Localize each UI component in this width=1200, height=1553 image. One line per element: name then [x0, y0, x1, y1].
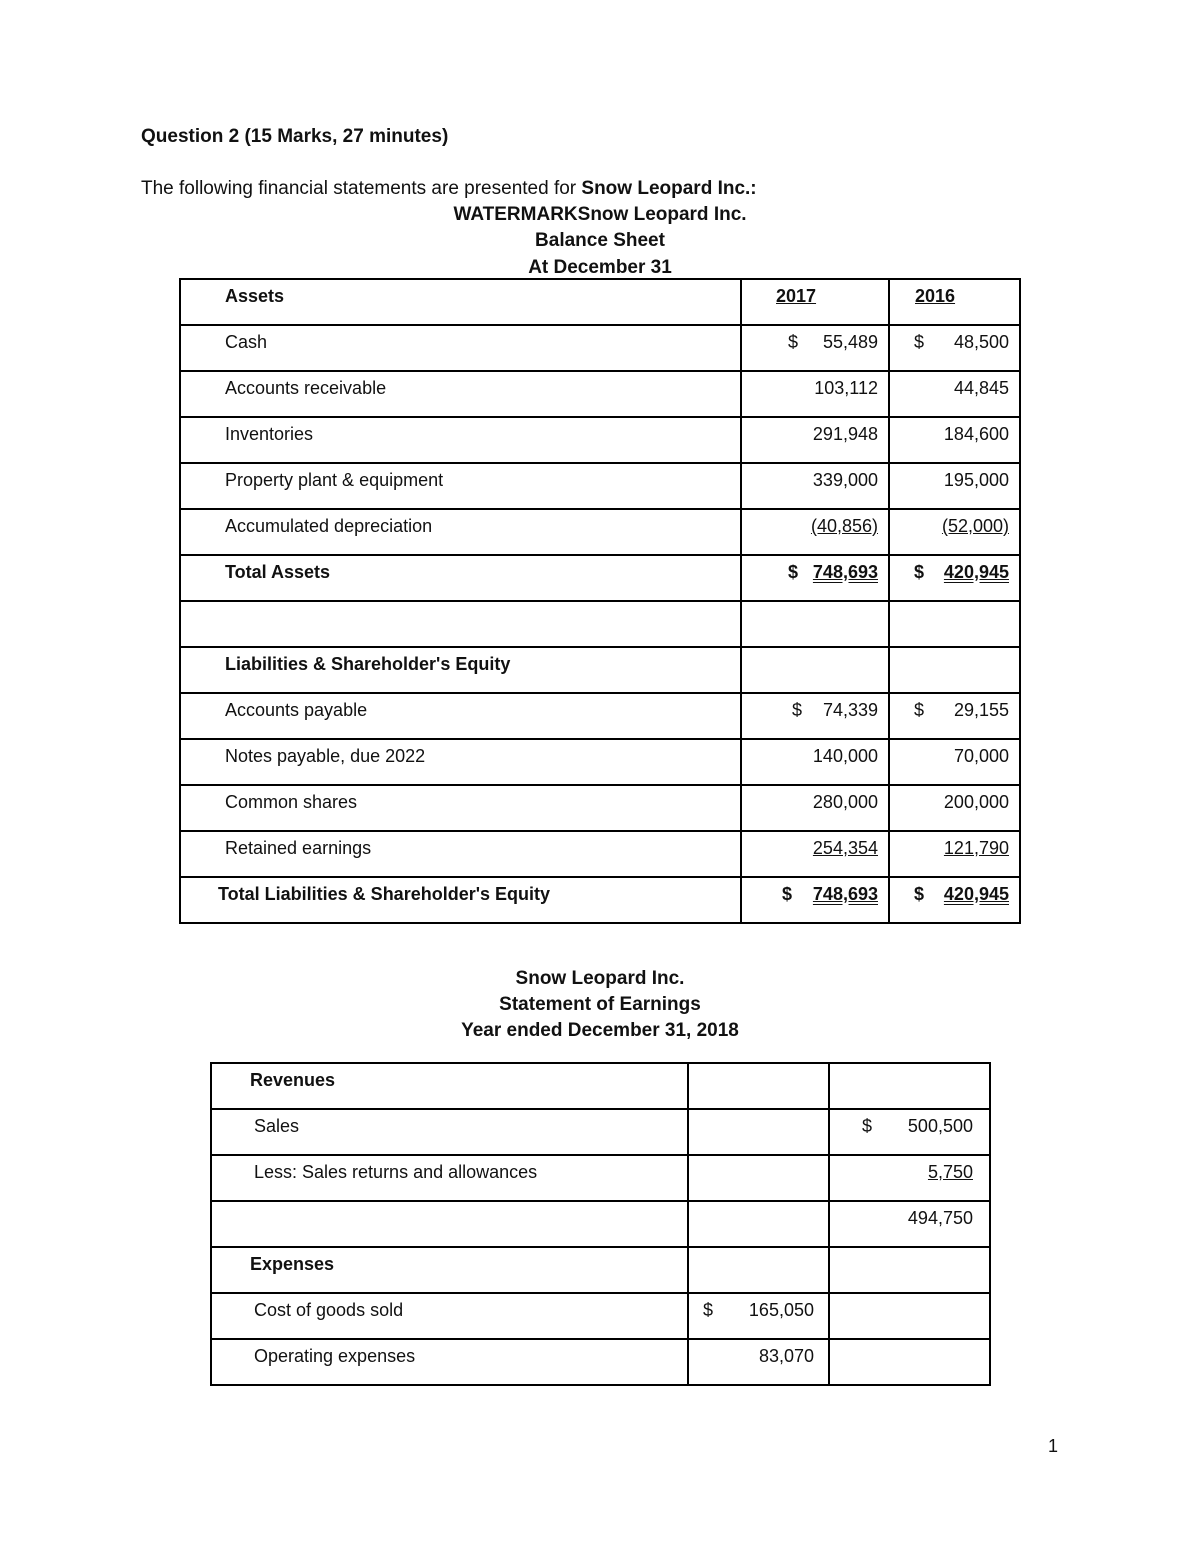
- row-label: Retained earnings: [225, 838, 372, 858]
- table-row: [180, 279, 1020, 325]
- value-2016: 48,500: [953, 332, 1009, 352]
- empty-cell: [890, 602, 1019, 641]
- row-label: Total Liabilities & Shareholder's Equity: [218, 884, 551, 904]
- table-row: [211, 1063, 990, 1109]
- revenues-header: Revenues: [250, 1070, 336, 1090]
- empty-cell: [830, 1294, 989, 1333]
- value-2017: 55,489: [822, 332, 878, 352]
- table-row: [180, 417, 1020, 463]
- table-row: [180, 463, 1020, 509]
- balance-sheet-table: [179, 278, 1021, 924]
- empty-cell: [181, 602, 740, 641]
- value-2017: 748,693: [812, 562, 878, 582]
- value-2016: (52,000): [941, 516, 1009, 536]
- value-2017: 339,000: [812, 470, 878, 490]
- bs-heading-company: WATERMARKSnow Leopard Inc.: [453, 204, 747, 225]
- dollar-sign: $: [914, 700, 925, 720]
- is-heading-title: Statement of Earnings: [499, 994, 701, 1015]
- empty-cell: [689, 1110, 828, 1149]
- row-label: Operating expenses: [254, 1346, 416, 1366]
- empty-cell: [689, 1156, 828, 1195]
- dollar-sign: $: [703, 1300, 714, 1320]
- row-label: Common shares: [225, 792, 358, 812]
- table-row: [211, 1339, 990, 1385]
- table-row: [211, 1109, 990, 1155]
- row-label: Accumulated depreciation: [225, 516, 433, 536]
- value-2016: 44,845: [953, 378, 1009, 398]
- row-label: Accounts receivable: [225, 378, 387, 398]
- bs-heading-date: At December 31: [528, 257, 672, 278]
- page-number: 1: [1047, 1436, 1058, 1456]
- dollar-sign: $: [782, 884, 793, 904]
- row-label: Less: Sales returns and allowances: [254, 1162, 538, 1182]
- row-label: Inventories: [225, 424, 314, 444]
- table-row: [211, 1247, 990, 1293]
- empty-cell: [830, 1064, 989, 1103]
- table-row: [180, 693, 1020, 739]
- value-mid: 83,070: [758, 1346, 814, 1366]
- col-2017-header: 2017: [776, 286, 817, 306]
- empty-cell: [689, 1202, 828, 1241]
- value-2016: 184,600: [943, 424, 1009, 444]
- row-label: Total Assets: [225, 562, 331, 582]
- row-label: Cash: [225, 332, 268, 352]
- dollar-sign: $: [792, 700, 803, 720]
- empty-cell: [689, 1064, 828, 1103]
- dollar-sign: $: [914, 884, 925, 904]
- table-row: [180, 785, 1020, 831]
- value-2017: 748,693: [812, 884, 878, 904]
- table-row: [180, 601, 1020, 647]
- table-row: [180, 831, 1020, 877]
- value-2016: 420,945: [943, 562, 1009, 582]
- value-2017: (40,856): [810, 516, 878, 536]
- dollar-sign: $: [862, 1116, 873, 1136]
- value-2016: 420,945: [943, 884, 1009, 904]
- empty-cell: [890, 648, 1019, 687]
- value-2017: 74,339: [822, 700, 878, 720]
- liabilities-header: Liabilities & Shareholder's Equity: [225, 654, 511, 674]
- table-row: [180, 509, 1020, 555]
- table-row: [180, 555, 1020, 601]
- table-row: [180, 647, 1020, 693]
- table-row: [211, 1293, 990, 1339]
- row-label: Accounts payable: [225, 700, 368, 720]
- value-2016: 121,790: [943, 838, 1009, 858]
- table-row: [180, 325, 1020, 371]
- table-row: [211, 1201, 990, 1247]
- dollar-sign: $: [914, 332, 925, 352]
- col-2016-header: 2016: [915, 286, 956, 306]
- empty-cell: [689, 1248, 828, 1287]
- value-2017: 103,112: [814, 378, 878, 398]
- row-label: Property plant & equipment: [225, 470, 444, 490]
- row-label: Sales: [254, 1116, 300, 1136]
- dollar-sign: $: [788, 332, 799, 352]
- expenses-header: Expenses: [250, 1254, 335, 1274]
- bs-heading-title: Balance Sheet: [535, 230, 665, 251]
- is-heading-date: Year ended December 31, 2018: [461, 1020, 739, 1041]
- question-title: Question 2 (15 Marks, 27 minutes): [141, 126, 449, 147]
- is-heading-company: Snow Leopard Inc.: [515, 968, 685, 989]
- assets-header: Assets: [225, 286, 285, 306]
- empty-cell: [830, 1248, 989, 1287]
- dollar-sign: $: [788, 562, 799, 582]
- value-right: 500,500: [907, 1116, 973, 1136]
- dollar-sign: $: [914, 562, 925, 582]
- empty-cell: [742, 602, 888, 641]
- intro-text: The following financial statements are presented for Snow Leopard Inc.:: [141, 178, 757, 199]
- intro-company: Snow Leopard Inc.:: [581, 178, 757, 199]
- row-label: Cost of goods sold: [254, 1300, 404, 1320]
- empty-cell: [212, 1202, 687, 1241]
- value-mid: 165,050: [748, 1300, 814, 1320]
- value-2016: 29,155: [953, 700, 1009, 720]
- income-statement-table: [210, 1062, 991, 1386]
- value-right: 494,750: [907, 1208, 973, 1228]
- value-2016: 195,000: [943, 470, 1009, 490]
- value-2016: 70,000: [953, 746, 1009, 766]
- row-label: Notes payable, due 2022: [225, 746, 426, 766]
- value-right: 5,750: [927, 1162, 973, 1182]
- table-row: [211, 1155, 990, 1201]
- empty-cell: [830, 1340, 989, 1379]
- empty-cell: [742, 648, 888, 687]
- value-2016: 200,000: [943, 792, 1009, 812]
- value-2017: 280,000: [812, 792, 878, 812]
- value-2017: 291,948: [812, 424, 878, 444]
- table-row: [180, 739, 1020, 785]
- value-2017: 140,000: [812, 746, 878, 766]
- value-2017: 254,354: [812, 838, 878, 858]
- table-row: [180, 877, 1020, 923]
- table-row: [180, 371, 1020, 417]
